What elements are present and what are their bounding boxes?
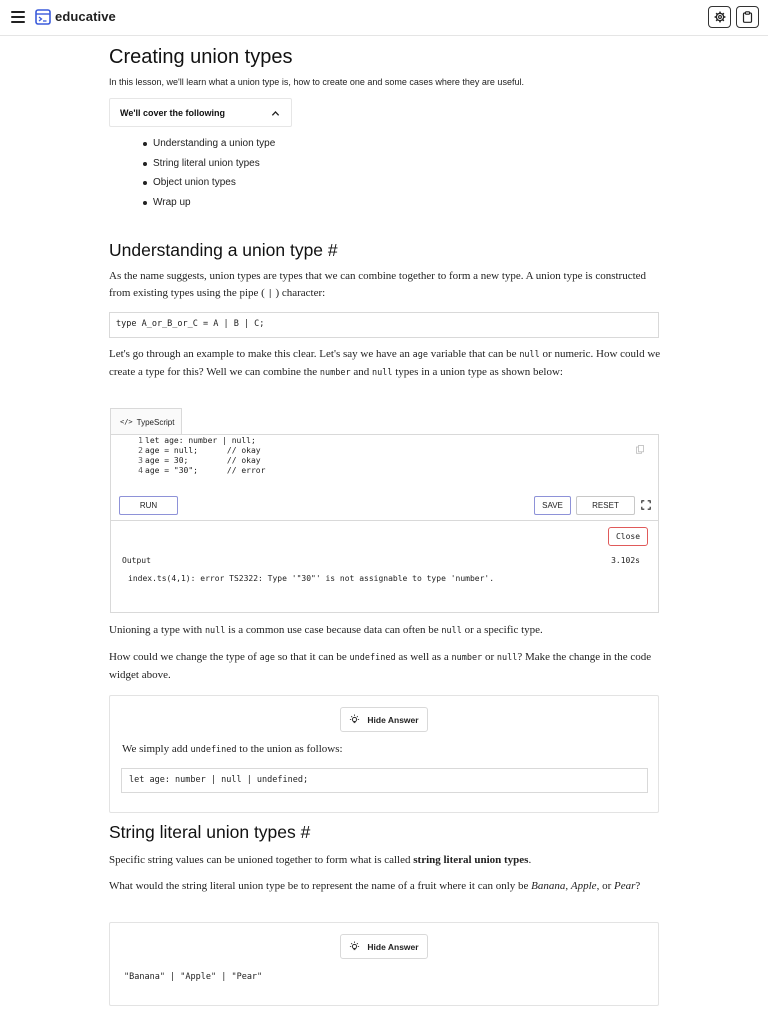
toc-toggle[interactable] — [109, 98, 292, 127]
anchor-link[interactable]: # — [300, 822, 311, 842]
bold-term: string literal union types — [413, 854, 529, 866]
paragraph-string-literal — [109, 852, 661, 869]
text-span: variable that can be — [430, 348, 517, 360]
paragraph-fruit-question — [109, 878, 661, 895]
hide-answer-button[interactable] — [340, 707, 428, 732]
code-line: age = "30"; // error — [145, 466, 266, 475]
brand-name[interactable]: educative — [55, 9, 116, 24]
inline-code: null — [519, 350, 540, 360]
code-icon: </> — [120, 418, 133, 426]
text-span: As the name suggests, union types are types that we can combine together to form a new type. A union type is constructed from existing types using the pipe ( — [109, 270, 647, 299]
text-span: . — [528, 854, 532, 866]
section-heading-text: String literal union types — [109, 822, 296, 842]
tab-typescript[interactable] — [110, 408, 182, 435]
lesson-intro: In this lesson, we'll learn what a union type is, how to create one and some cases where they are useful. — [109, 77, 524, 87]
close-output-button[interactable]: Close — [608, 527, 648, 546]
toc-list — [143, 136, 275, 214]
italic-term: Banana — [531, 880, 566, 892]
paragraph-question — [109, 649, 661, 684]
code-line: age = null; // okay — [145, 446, 261, 455]
page-title: Creating union types — [109, 46, 293, 68]
paragraph-null-usecase — [109, 622, 661, 640]
toc-label: We'll cover the following — [120, 108, 225, 118]
code-text: let age: number | null | undefined; — [129, 775, 309, 785]
output-time: 3.102s — [611, 556, 640, 565]
code-editor[interactable] — [110, 434, 659, 491]
toc-item[interactable]: Object union types — [143, 175, 275, 195]
tab-label: TypeScript — [136, 417, 175, 427]
text-span: to the union as follows: — [239, 743, 343, 755]
paragraph-union-intro — [109, 268, 661, 303]
text-span: ? — [635, 880, 641, 892]
section-heading-string-literal — [109, 822, 310, 843]
text-span: and — [353, 366, 370, 378]
code-line: age = 30; // okay — [145, 456, 261, 465]
line-number: 4 — [138, 466, 143, 475]
code-text: type A_or_B_or_C = A | B | C; — [116, 319, 265, 329]
text-span: so that it can be — [277, 651, 347, 663]
chevron-up-icon — [271, 109, 280, 118]
save-button[interactable]: SAVE — [534, 496, 571, 515]
answer-box — [109, 695, 659, 813]
line-number: 3 — [138, 456, 143, 465]
toc-item[interactable]: Wrap up — [143, 195, 275, 215]
answer-code: "Banana" | "Apple" | "Pear" — [124, 972, 263, 982]
inline-code: null — [496, 653, 518, 663]
text-span: types in a union type as shown below: — [395, 366, 563, 378]
paragraph-example — [109, 346, 661, 382]
menu-icon[interactable] — [11, 11, 25, 23]
clipboard-icon — [742, 11, 753, 23]
section-heading-understanding — [109, 240, 338, 261]
toc-item[interactable]: Understanding a union type — [143, 136, 275, 156]
toc-item[interactable]: String literal union types — [143, 156, 275, 176]
text-span: , or — [596, 880, 612, 892]
text-span: as well as a — [398, 651, 449, 663]
italic-term: Apple — [570, 880, 597, 892]
text-span: or — [484, 651, 495, 663]
logo-icon[interactable] — [35, 9, 51, 25]
text-span: We simply add — [122, 743, 188, 755]
answer-box — [109, 922, 659, 1006]
inline-code: age — [412, 350, 428, 360]
text-span: ? Make the change in the code widget above. — [109, 651, 652, 681]
expand-icon[interactable] — [641, 500, 651, 510]
text-span: How could we change the type of — [109, 651, 257, 663]
copy-icon[interactable] — [636, 445, 644, 454]
text-span: ) character: — [275, 287, 326, 299]
inline-code: age — [259, 653, 275, 663]
section-heading-text: Understanding a union type — [109, 240, 324, 260]
output-message: index.ts(4,1): error TS2322: Type '"30"' is not assignable to type 'number'. — [128, 574, 495, 583]
code-line: let age: number | null; — [145, 436, 256, 445]
lightbulb-icon — [349, 714, 360, 725]
code-block-union-syntax[interactable] — [109, 312, 659, 338]
answer-text — [122, 741, 642, 759]
clipboard-button[interactable] — [736, 6, 759, 28]
output-label: Output — [122, 556, 151, 565]
text-span: is a common use case because data can often be — [228, 624, 439, 636]
inline-code: null — [441, 626, 462, 636]
inline-code: number — [451, 653, 483, 663]
italic-term: Pear — [613, 880, 636, 892]
inline-code: | — [267, 289, 273, 299]
answer-code-block[interactable] — [121, 768, 648, 793]
inline-code: null — [371, 368, 393, 378]
top-bar — [0, 0, 768, 36]
inline-code: null — [204, 626, 226, 636]
inline-code: undefined — [349, 653, 396, 663]
line-number: 2 — [138, 446, 143, 455]
output-panel — [110, 520, 659, 613]
line-number: 1 — [138, 436, 143, 445]
run-button[interactable]: RUN — [119, 496, 178, 515]
anchor-link[interactable]: # — [327, 240, 338, 260]
text-span: What would the string literal union type be to represent the name of a fruit where it can only be — [109, 880, 529, 892]
text-span: , — [565, 880, 569, 892]
text-span: Let's go through an example to make this clear. Let's say we have an — [109, 348, 410, 360]
settings-icon — [714, 11, 726, 23]
settings-button[interactable] — [708, 6, 731, 28]
text-span: or a specific type. — [464, 624, 543, 636]
text-span: or numeric. How could we create a type for this? Well we can combine the — [109, 348, 661, 378]
inline-code: undefined — [190, 745, 237, 755]
text-span: Specific string values can be unioned together to form what is called — [109, 854, 411, 866]
hide-answer-label: Hide Answer — [367, 941, 419, 952]
text-span: Unioning a type with — [109, 624, 203, 636]
hide-answer-button[interactable] — [340, 934, 428, 959]
reset-button[interactable]: RESET — [576, 496, 635, 515]
widget-controls — [110, 490, 659, 521]
lightbulb-icon — [349, 941, 360, 952]
hide-answer-label: Hide Answer — [367, 714, 419, 725]
inline-code: number — [319, 368, 351, 378]
